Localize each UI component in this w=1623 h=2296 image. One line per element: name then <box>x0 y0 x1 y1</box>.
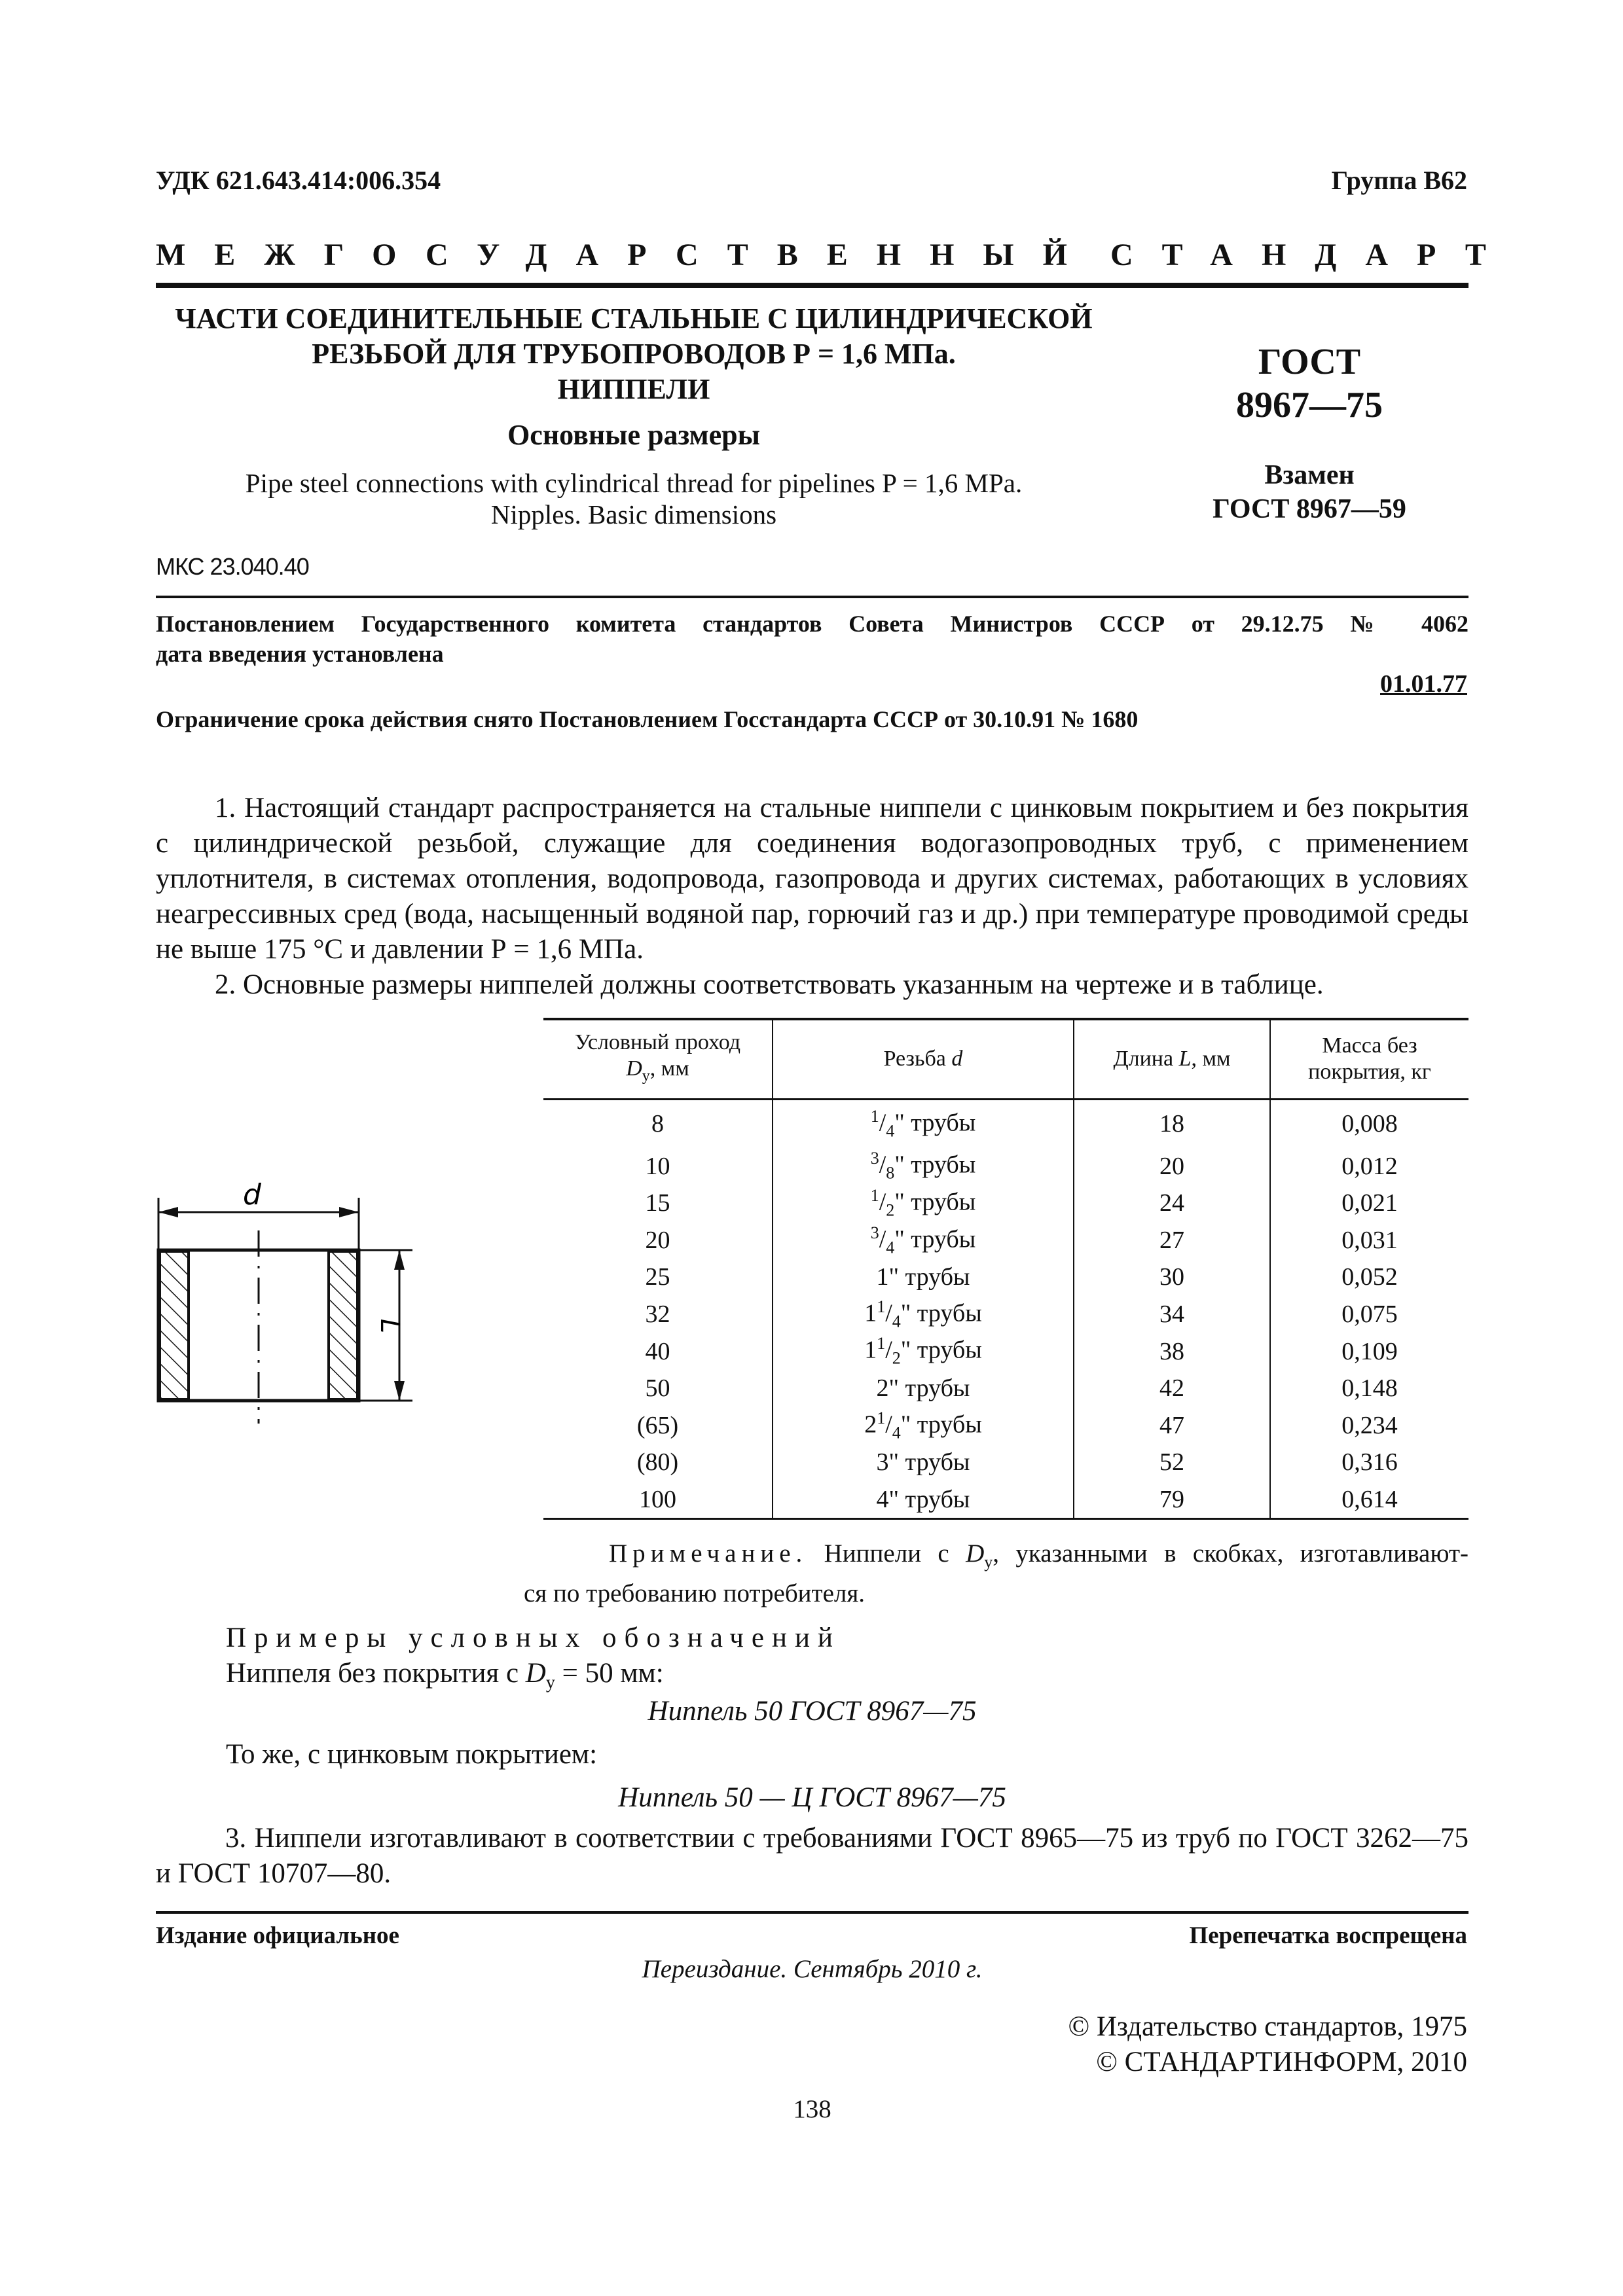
cell-thread: 2" трубы <box>773 1370 1074 1407</box>
restriction-note: Ограничение срока действия снято Постановлением Госстандарта СССР от 30.10.91 № 1680 <box>156 706 1139 732</box>
banner-standard: СТАНДАРТ <box>1110 238 1515 272</box>
cell-mass: 0,012 <box>1270 1147 1468 1185</box>
cell-mass: 0,234 <box>1270 1407 1468 1444</box>
table-row <box>543 1221 1468 1259</box>
table-header-row <box>543 1020 1468 1099</box>
table-row <box>543 1147 1468 1185</box>
dim-l-arrow-top <box>394 1250 405 1270</box>
title-subtitle: Основные размеры <box>507 419 760 451</box>
header-mass: Масса без покрытия, кг <box>1270 1020 1468 1099</box>
cell-length: 30 <box>1074 1259 1270 1296</box>
doc-title <box>156 301 1112 530</box>
title-line-2: РЕЗЬБОЙ ДЛЯ ТРУБОПРОВОДОВ Р = 1,6 МПа. <box>312 338 956 370</box>
cell-length: 42 <box>1074 1370 1270 1407</box>
udk-code: УДК 621.643.414:006.354 <box>156 166 441 195</box>
reissue-note: Переиздание. Сентябрь 2010 г. <box>642 1955 983 1983</box>
cell-nominal-bore: 10 <box>645 1152 670 1180</box>
footer-rule <box>156 1911 1468 1914</box>
banner-interstate: МЕЖГОСУДАРСТВЕННЫЙ <box>156 238 1096 272</box>
dim-d-label: d <box>243 1178 261 1211</box>
english-title-1: Pipe steel connections with cylindrical thread for pipelines P = 1,6 MPa. <box>245 468 1023 498</box>
cell-thread: $2^1/_4$" трубы <box>773 1407 1074 1444</box>
table-bottom-rule <box>543 1518 1468 1520</box>
example-2-text: То же, с цинковым покрытием: <box>226 1739 598 1770</box>
cell-mass: 0,075 <box>1270 1296 1468 1333</box>
cell-nominal-bore: 100 <box>639 1485 676 1513</box>
cell-length: 24 <box>1074 1185 1270 1222</box>
copyright-block <box>1068 2009 1467 2080</box>
cell-length: 47 <box>1074 1407 1270 1444</box>
copyright-1975: © Издательство стандартов, 1975 <box>1068 2011 1467 2042</box>
banner-rule <box>156 283 1468 288</box>
dim-l-label: L <box>374 1318 405 1334</box>
cell-thread: $^1/_4$" трубы <box>773 1099 1074 1147</box>
cell-nominal-bore: 20 <box>645 1226 670 1254</box>
table-row <box>543 1481 1468 1518</box>
cell-nominal-bore: (65) <box>636 1411 679 1439</box>
paragraph-1: 1. Настоящий стандарт распространяется на стальные ниппели с цинковым покрытием и без покрытия с цилиндрической резьбой, служащие для соединения водогазопроводных труб, с применением уплотнителя, в системах отопления, водопровода, газопровода и других системах, работающих в условиях неагрессивных сред (вода, насыщенный водяной пар, горючий газ и др.) при температуре проводимой среды не выше 175 °С и давлении Р = 1,6 МПа. <box>156 793 1468 965</box>
dimensions-table-wrap <box>543 1018 1468 1520</box>
example-1-designation: Ниппель 50 ГОСТ 8967—75 <box>647 1696 977 1727</box>
note-label: Примечание. <box>609 1539 808 1568</box>
table-row <box>543 1259 1468 1296</box>
decree-line-1: Постановлением Государственного комитета стандартов Совета Министров СССР от 29.12.75 № 4062 <box>156 611 1468 637</box>
replaces-number: ГОСТ 8967—59 <box>1213 494 1406 524</box>
example-1-text: Ниппеля без покрытия с $D_у = 50$ мм: <box>226 1658 664 1693</box>
replaces-block <box>1152 458 1467 526</box>
mks-rule <box>156 596 1468 598</box>
official-edition: Издание официальное <box>156 1922 399 1949</box>
cell-thread: $1^1/_2$" трубы <box>773 1333 1074 1370</box>
cell-nominal-bore: 15 <box>645 1189 670 1217</box>
cell-length: 20 <box>1074 1147 1270 1185</box>
header-length: Длина L, мм <box>1074 1020 1270 1099</box>
dimensions-table <box>543 1020 1468 1518</box>
table-row <box>543 1185 1468 1222</box>
cell-nominal-bore: 32 <box>645 1300 670 1328</box>
header-nominal-bore: Условный проход $D_у$, мм <box>574 1030 741 1085</box>
table-row <box>543 1099 1468 1147</box>
cell-mass: 0,008 <box>1270 1099 1468 1147</box>
replaces-label: Взамен <box>1264 460 1355 490</box>
cell-thread: $^3/_8$" трубы <box>773 1147 1074 1185</box>
dim-l-arrow-bottom <box>394 1381 405 1401</box>
effective-date: 01.01.77 <box>1380 670 1467 698</box>
reprint-forbidden: Перепечатка воспрещена <box>1189 1922 1467 1949</box>
paragraph-2: 2. Основные размеры ниппелей должны соответствовать указанным на чертеже и в таблице. <box>215 969 1324 1000</box>
cell-length: 27 <box>1074 1221 1270 1259</box>
table-row <box>543 1333 1468 1370</box>
examples-heading: Примеры условных обозначений <box>226 1623 841 1653</box>
gost-number-block <box>1152 340 1467 427</box>
cell-mass: 0,021 <box>1270 1185 1468 1222</box>
cell-mass: 0,052 <box>1270 1259 1468 1296</box>
cell-nominal-bore: 25 <box>645 1263 670 1291</box>
paragraph-3: 3. Ниппели изготавливают в соответствии с требованиями ГОСТ 8965—75 из труб по ГОСТ 3262—75 и ГОСТ 10707—80. <box>156 1823 1468 1889</box>
table-body <box>543 1099 1468 1518</box>
cell-length: 34 <box>1074 1296 1270 1333</box>
cell-length: 38 <box>1074 1333 1270 1370</box>
cell-length: 79 <box>1074 1481 1270 1518</box>
cell-thread: 3" трубы <box>773 1444 1074 1481</box>
note-line-2: ся по требованию потребителя. <box>524 1579 866 1607</box>
cell-thread: $^1/_2$" трубы <box>773 1185 1074 1222</box>
gost-label: ГОСТ <box>1258 342 1361 382</box>
cell-mass: 0,148 <box>1270 1370 1468 1407</box>
example-2-designation: Ниппель 50 — Ц ГОСТ 8967—75 <box>618 1782 1006 1813</box>
cell-thread: $^3/_4$" трубы <box>773 1221 1074 1259</box>
cell-nominal-bore: 40 <box>645 1337 670 1365</box>
cell-mass: 0,031 <box>1270 1221 1468 1259</box>
dim-d-arrow-left <box>158 1207 178 1217</box>
table-row <box>543 1296 1468 1333</box>
group-code: Группа В62 <box>1331 166 1467 195</box>
page-number: 138 <box>793 2095 831 2123</box>
table-row <box>543 1444 1468 1481</box>
cell-nominal-bore: (80) <box>636 1448 679 1477</box>
title-line-3: НИППЕЛИ <box>557 373 710 405</box>
dim-d-arrow-right <box>339 1207 359 1217</box>
mks-code: МКС 23.040.40 <box>156 553 309 580</box>
note-line-1: Примечание. Ниппели с $D_у$, указанными в скобках, изготавливают- <box>609 1539 1468 1571</box>
cell-mass: 0,316 <box>1270 1444 1468 1481</box>
header-thread: Резьба d <box>773 1020 1074 1099</box>
nipple-drawing <box>151 1172 439 1446</box>
copyright-2010: © СТАНДАРТИНФОРМ, 2010 <box>1096 2047 1467 2077</box>
table-row <box>543 1407 1468 1444</box>
wall-right <box>329 1251 357 1399</box>
cell-nominal-bore: 8 <box>651 1110 664 1138</box>
cell-length: 52 <box>1074 1444 1270 1481</box>
table-note <box>524 1538 1468 1609</box>
cell-thread: 4" трубы <box>773 1481 1074 1518</box>
cell-mass: 0,109 <box>1270 1333 1468 1370</box>
cell-thread: 1" трубы <box>773 1259 1074 1296</box>
cell-mass: 0,614 <box>1270 1481 1468 1518</box>
wall-left <box>160 1251 189 1399</box>
cell-nominal-bore: 50 <box>645 1374 670 1403</box>
cell-length: 18 <box>1074 1099 1270 1147</box>
decree-line-2: дата введения установлена <box>156 641 444 667</box>
english-title-2: Nipples. Basic dimensions <box>490 499 777 529</box>
gost-number: 8967—75 <box>1236 385 1383 425</box>
title-line-1: ЧАСТИ СОЕДИНИТЕЛЬНЫЕ СТАЛЬНЫЕ С ЦИЛИНДРИЧЕСКОЙ <box>175 302 1093 334</box>
cell-thread: $1^1/_4$" трубы <box>773 1296 1074 1333</box>
table-row <box>543 1370 1468 1407</box>
